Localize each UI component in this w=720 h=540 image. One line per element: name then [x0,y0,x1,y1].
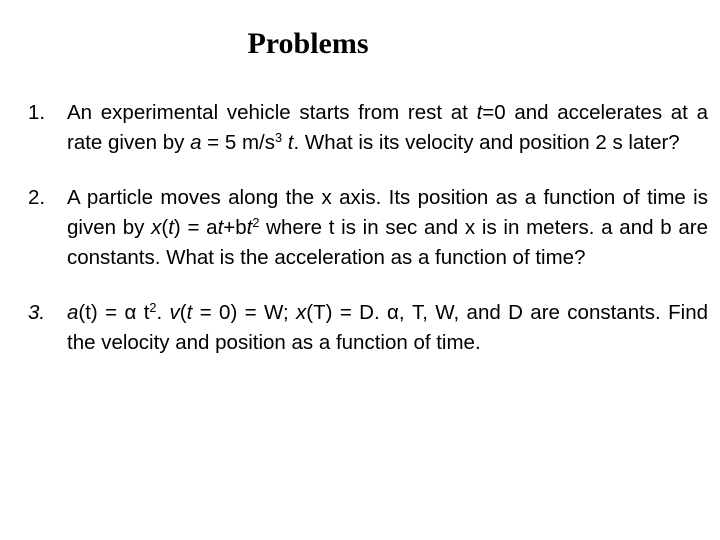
text-segment: ( [161,216,169,239]
problem-number: 3. [28,301,46,324]
text-segment-italic: t [186,301,193,324]
text-segment-italic: t [287,131,294,154]
problem-text [67,298,708,358]
text-segment-italic: a [67,301,79,324]
superscript: 3 [274,130,283,146]
text-segment-italic: a [190,131,202,154]
problem-text [67,183,708,273]
text-segment: . What is its velocity and position 2 s later? [293,131,680,154]
text-segment-italic: t [246,216,253,239]
superscript: 2 [252,215,260,231]
text-segment: +b [223,216,247,239]
text-segment: =0 and accelerates at a rate given by [67,101,708,154]
problem-list [28,98,708,383]
problem-3 [28,298,708,358]
text-segment-italic: t [476,101,483,124]
text-segment: where t is in sec and x is in meters. a and b are constants. What is the acceleration as a function of time? [67,216,708,269]
text-segment: (t) = α t [78,301,150,324]
text-segment: ( [179,301,187,324]
text-segment: = 5 m/s [201,131,275,154]
text-segment-italic: v [169,301,180,324]
text-segment: A particle moves along the x axis. Its position as a function of time is given by [67,186,708,239]
text-segment: = 0) = W; [192,301,297,324]
text-segment-italic: t [217,216,224,239]
text-segment-italic: x [296,301,307,324]
problem-number: 1. [28,101,46,124]
text-segment: . [156,301,170,324]
problem-2 [28,183,708,273]
text-segment-italic: t [168,216,174,239]
problem-1 [28,98,708,158]
text-segment: (T) = D. α, T, W, and D are constants. Find the velocity and position as a function of time. [67,301,708,354]
text-segment: An experimental vehicle starts from rest at [67,101,477,124]
problem-text [67,98,708,158]
text-segment: ) = a [173,216,218,239]
superscript: 2 [149,300,157,316]
text-segment-italic: x [151,216,162,239]
page-title: Problems [247,27,369,60]
problem-number: 2. [28,186,46,209]
